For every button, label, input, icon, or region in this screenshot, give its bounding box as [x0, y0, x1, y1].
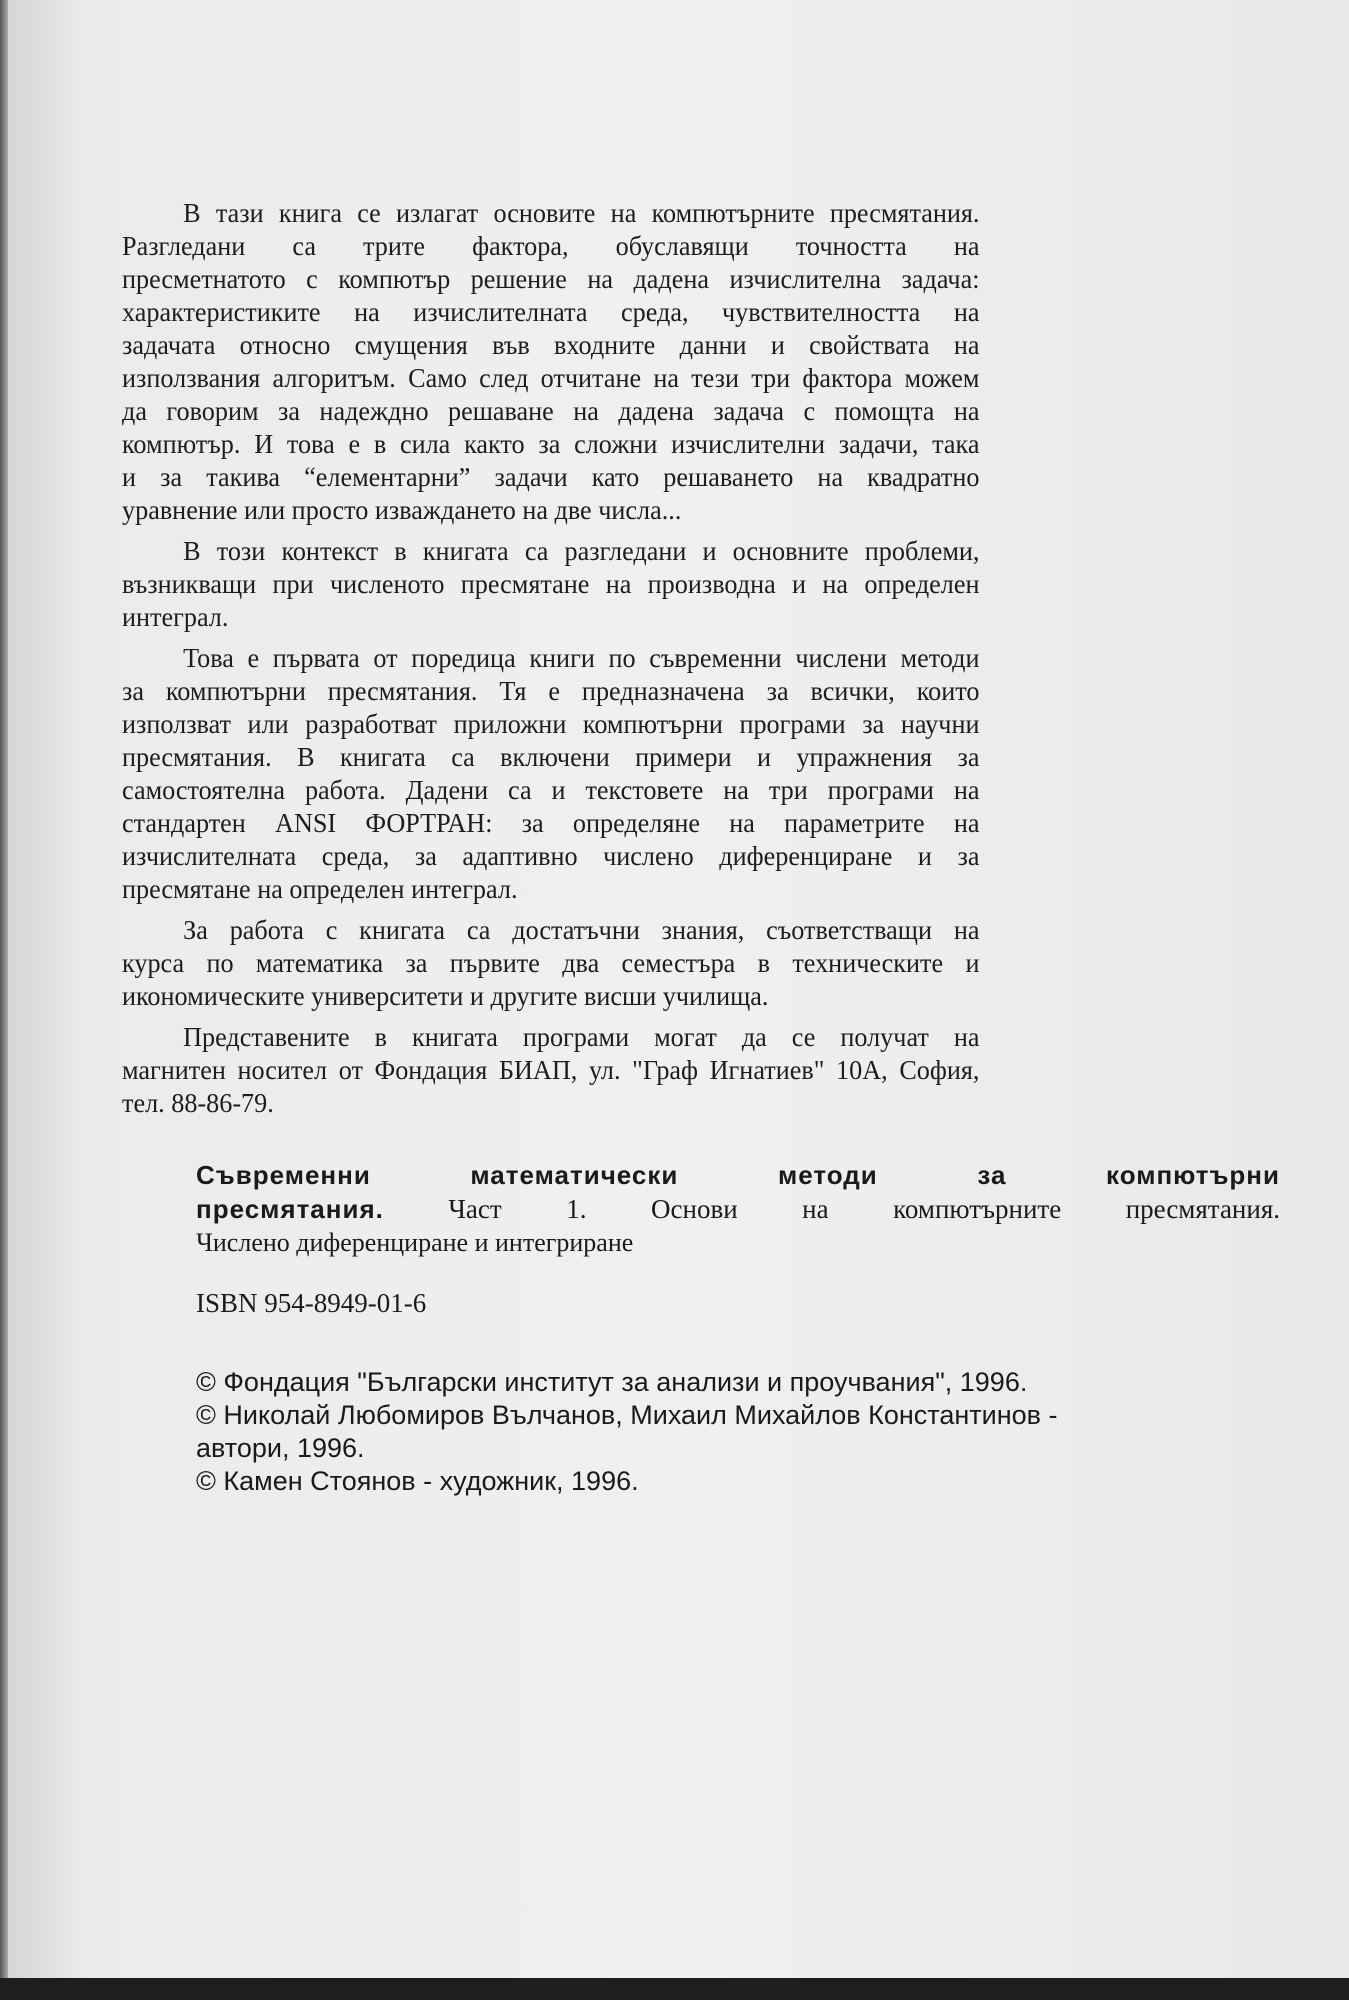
- text-line: интеграл.: [122, 602, 229, 632]
- text-line: тел. 88-86-79.: [122, 1088, 274, 1118]
- paragraph: [122, 914, 1006, 1013]
- copyright-line: © Камен Стоянов - художник, 1996.: [196, 1466, 639, 1496]
- text-line: да говорим за надеждно решаване на дадена задача с помощта на: [122, 396, 980, 426]
- text-line: самостоятелна работа. Дадени са и текстовете на три програми на: [122, 775, 980, 805]
- text-line: задачата относно смущения във входните данни и свойствата на: [122, 330, 980, 360]
- text-line: стандартен ANSI ФОРТРАН: за определяне на параметрите на: [122, 808, 980, 838]
- copyright-line: © Николай Любомиров Вълчанов, Михаил Михайлов Константинов -: [196, 1400, 1058, 1430]
- text-line: компютър. И това е в сила както за сложни изчислителни задачи, така: [122, 429, 980, 459]
- text-line: пресмятания. В книгата са включени примери и упражнения за: [122, 742, 980, 772]
- book-subtitle: Част 1. Основи на компютърните пресмятания.: [383, 1194, 1280, 1224]
- text-line: Представените в книгата програми могат да се получат на: [183, 1022, 980, 1052]
- page-edge: [0, 0, 8, 2000]
- text-line: Това е първата от поредица книги по съвременни числени методи: [183, 643, 980, 673]
- text-line: и за такива “елементарни” задачи като решаването на квадратно: [122, 462, 980, 492]
- text-line: В този контекст в книгата са разгледани и основните проблеми,: [183, 536, 980, 566]
- book-title-line-3: Числено диференциране и интегриране: [196, 1228, 634, 1257]
- annotation-text: [122, 197, 1006, 1128]
- text-line: възникващи при численото пресмятане на производна и на определен: [122, 569, 980, 599]
- copyright-block: [196, 1366, 1058, 1498]
- paragraph: [122, 535, 1006, 634]
- text-line: изчислителната среда, за адаптивно числено диференциране и за: [122, 841, 980, 871]
- text-line: икономическите университети и другите висши училища.: [122, 981, 769, 1011]
- paragraph: [122, 1021, 1006, 1120]
- book-title-line-1: Съвременни математически методи за компютърни: [196, 1160, 1280, 1190]
- text-line: курса по математика за първите два семестъра в техническите и: [122, 948, 980, 978]
- paragraph: [122, 642, 1006, 906]
- text-line: характеристиките на изчислителната среда, чувствителността на: [122, 297, 980, 327]
- bottom-shadow: [0, 1978, 1349, 2000]
- text-line: използвания алгоритъм. Само след отчитане на тези три фактора можем: [122, 363, 980, 393]
- text-line: пресметнатото с компютър решение на дадена изчислителна задача:: [122, 264, 980, 294]
- book-title-block: [196, 1158, 1280, 1260]
- text-line: за компютърни пресмятания. Тя е предназначена за всички, които: [122, 676, 980, 706]
- book-title-bold: пресмятания.: [196, 1194, 384, 1224]
- text-line: уравнение или просто изваждането на две числа...: [122, 495, 682, 525]
- copyright-line: автори, 1996.: [196, 1433, 365, 1463]
- text-line: В тази книга се излагат основите на компютърните пресмятания.: [183, 198, 980, 228]
- text-line: използват или разработват приложни компютърни програми за научни: [122, 709, 980, 739]
- isbn: ISBN 954-8949-01-6: [196, 1288, 427, 1318]
- book-title-line-2: [196, 1192, 1280, 1226]
- text-line: пресмятане на определен интеграл.: [122, 874, 518, 904]
- text-line: За работа с книгата са достатъчни знания, съответстващи на: [183, 915, 980, 945]
- copyright-line: © Фондация "Български институт за анализи и проучвания", 1996.: [196, 1367, 1028, 1397]
- paragraph: [122, 197, 1006, 527]
- text-line: магнитен носител от Фондация БИАП, ул. "Граф Игнатиев" 10А, София,: [122, 1055, 980, 1085]
- text-line: Разгледани са трите фактора, обуславящи точността на: [122, 231, 980, 261]
